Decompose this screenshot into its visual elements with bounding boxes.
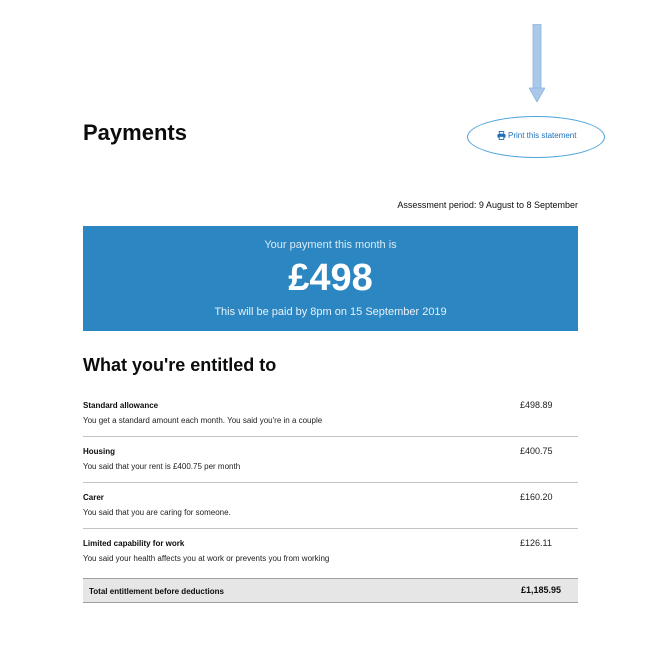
printer-icon: [497, 131, 506, 140]
entitlement-name: Standard allowance: [83, 401, 159, 410]
entitlement-description: You get a standard amount each month. You said you're in a couple: [83, 416, 323, 425]
entitlement-amount: £498.89: [520, 400, 553, 410]
banner-intro-text: Your payment this month is: [264, 239, 397, 251]
entitlement-description: You said that you are caring for someone.: [83, 508, 231, 517]
entitlement-row: [83, 529, 578, 575]
total-entitlement-label: Total entitlement before deductions: [89, 587, 224, 596]
page-title: Payments: [83, 120, 187, 145]
payment-amount: £498: [288, 257, 373, 299]
entitlement-name: Limited capability for work: [83, 539, 185, 548]
entitlement-amount: £400.75: [520, 446, 553, 456]
entitlement-row: [83, 391, 578, 437]
total-entitlement-row: [83, 578, 578, 603]
entitlement-description: You said your health affects you at work or prevents you from working: [83, 554, 330, 563]
payment-date-text: This will be paid by 8pm on 15 September 2019: [214, 306, 447, 318]
entitlement-name: Housing: [83, 447, 115, 456]
entitlement-amount: £160.20: [520, 492, 553, 502]
print-link-label: Print this statement: [508, 131, 577, 140]
entitlements-heading: What you're entitled to: [83, 355, 277, 375]
print-statement-link[interactable]: [497, 130, 576, 142]
entitlement-description: You said that your rent is £400.75 per month: [83, 462, 241, 471]
total-entitlement-amount: £1,185.95: [520, 585, 561, 595]
entitlement-name: Carer: [83, 493, 104, 502]
entitlement-list: [83, 391, 578, 575]
entitlement-row: [83, 483, 578, 529]
arrow-down-icon: [529, 24, 545, 102]
entitlement-amount: £126.11: [520, 538, 552, 548]
entitlement-row: [83, 437, 578, 483]
payment-banner: [83, 226, 578, 331]
assessment-period: Assessment period: 9 August to 8 September: [397, 200, 578, 210]
